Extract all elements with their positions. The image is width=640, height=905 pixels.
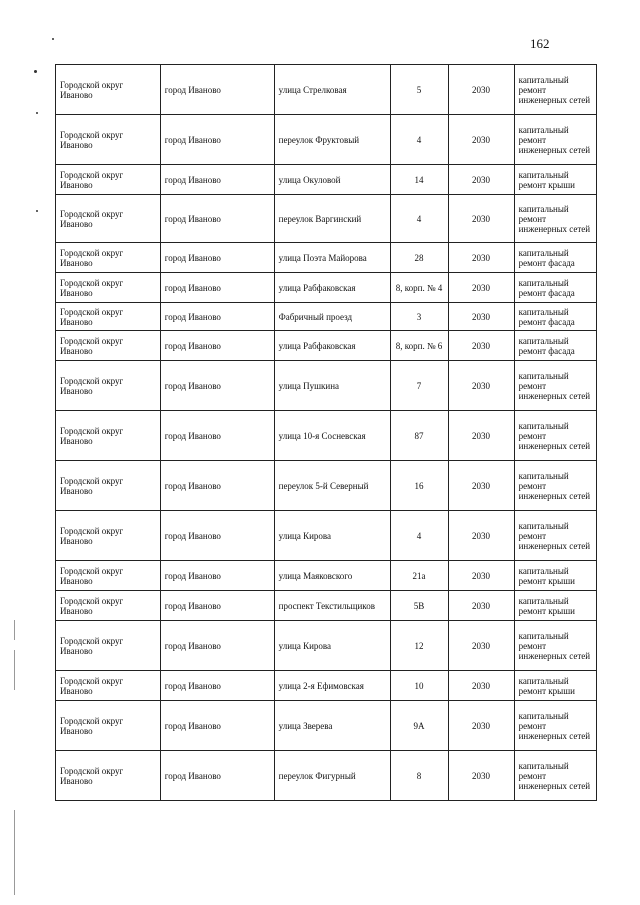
settlement-cell: город Иваново: [160, 561, 274, 591]
house-number-cell: 10: [390, 671, 448, 701]
work-type-cell: капитальный ремонт фасада: [514, 331, 596, 361]
table-row: [56, 621, 597, 671]
table-row: [56, 461, 597, 511]
work-type-cell: капитальный ремонт крыши: [514, 591, 596, 621]
year-cell: 2030: [448, 165, 514, 195]
house-number-cell: 7: [390, 361, 448, 411]
year-cell: 2030: [448, 561, 514, 591]
house-number-cell: 16: [390, 461, 448, 511]
work-type-cell: капитальный ремонт фасада: [514, 303, 596, 331]
scan-edge-line: [14, 620, 15, 640]
district-cell: Городской округ Иваново: [56, 361, 161, 411]
work-type-cell: капитальный ремонт крыши: [514, 671, 596, 701]
year-cell: 2030: [448, 115, 514, 165]
year-cell: 2030: [448, 511, 514, 561]
settlement-cell: город Иваново: [160, 195, 274, 243]
street-cell: улица Поэта Майорова: [274, 243, 390, 273]
district-cell: Городской округ Иваново: [56, 591, 161, 621]
year-cell: 2030: [448, 751, 514, 801]
district-cell: Городской округ Иваново: [56, 671, 161, 701]
house-number-cell: 21а: [390, 561, 448, 591]
street-cell: переулок Фруктовый: [274, 115, 390, 165]
work-type-cell: капитальный ремонт инженерных сетей: [514, 621, 596, 671]
work-type-cell: капитальный ремонт инженерных сетей: [514, 115, 596, 165]
district-cell: Городской округ Иваново: [56, 331, 161, 361]
settlement-cell: город Иваново: [160, 273, 274, 303]
house-number-cell: 4: [390, 115, 448, 165]
district-cell: Городской округ Иваново: [56, 303, 161, 331]
year-cell: 2030: [448, 243, 514, 273]
district-cell: Городской округ Иваново: [56, 65, 161, 115]
scan-edge-line: [14, 650, 15, 690]
district-cell: Городской округ Иваново: [56, 701, 161, 751]
table-row: [56, 751, 597, 801]
district-cell: Городской округ Иваново: [56, 411, 161, 461]
work-type-cell: капитальный ремонт инженерных сетей: [514, 195, 596, 243]
house-number-cell: 12: [390, 621, 448, 671]
work-type-cell: капитальный ремонт инженерных сетей: [514, 511, 596, 561]
table-row: [56, 331, 597, 361]
scan-edge-line: [14, 810, 15, 895]
table-row: [56, 303, 597, 331]
house-number-cell: 5В: [390, 591, 448, 621]
street-cell: Фабричный проезд: [274, 303, 390, 331]
district-cell: Городской округ Иваново: [56, 511, 161, 561]
house-number-cell: 9А: [390, 701, 448, 751]
street-cell: переулок 5-й Северный: [274, 461, 390, 511]
work-type-cell: капитальный ремонт крыши: [514, 165, 596, 195]
table-row: [56, 165, 597, 195]
house-number-cell: 87: [390, 411, 448, 461]
street-cell: переулок Варгинский: [274, 195, 390, 243]
street-cell: улица 2-я Ефимовская: [274, 671, 390, 701]
settlement-cell: город Иваново: [160, 331, 274, 361]
table-row: [56, 273, 597, 303]
table-row: [56, 591, 597, 621]
work-type-cell: капитальный ремонт крыши: [514, 561, 596, 591]
house-number-cell: 4: [390, 195, 448, 243]
district-cell: Городской округ Иваново: [56, 561, 161, 591]
year-cell: 2030: [448, 621, 514, 671]
district-cell: Городской округ Иваново: [56, 621, 161, 671]
settlement-cell: город Иваново: [160, 621, 274, 671]
district-cell: Городской округ Иваново: [56, 461, 161, 511]
district-cell: Городской округ Иваново: [56, 115, 161, 165]
settlement-cell: город Иваново: [160, 411, 274, 461]
work-type-cell: капитальный ремонт инженерных сетей: [514, 751, 596, 801]
street-cell: улица Окуловой: [274, 165, 390, 195]
house-number-cell: 14: [390, 165, 448, 195]
work-type-cell: капитальный ремонт инженерных сетей: [514, 361, 596, 411]
table-row: [56, 243, 597, 273]
table-row: [56, 411, 597, 461]
year-cell: 2030: [448, 701, 514, 751]
work-type-cell: капитальный ремонт инженерных сетей: [514, 65, 596, 115]
house-number-cell: 3: [390, 303, 448, 331]
scan-speck: [36, 112, 38, 114]
settlement-cell: город Иваново: [160, 243, 274, 273]
table-row: [56, 65, 597, 115]
scan-speck: [36, 210, 38, 212]
street-cell: улица Маяковского: [274, 561, 390, 591]
street-cell: переулок Фигурный: [274, 751, 390, 801]
street-cell: улица Рабфаковская: [274, 331, 390, 361]
district-cell: Городской округ Иваново: [56, 243, 161, 273]
street-cell: улица Кирова: [274, 511, 390, 561]
district-cell: Городской округ Иваново: [56, 195, 161, 243]
settlement-cell: город Иваново: [160, 591, 274, 621]
work-type-cell: капитальный ремонт фасада: [514, 273, 596, 303]
table-row: [56, 115, 597, 165]
street-cell: улица Рабфаковская: [274, 273, 390, 303]
settlement-cell: город Иваново: [160, 303, 274, 331]
house-number-cell: 4: [390, 511, 448, 561]
district-cell: Городской округ Иваново: [56, 165, 161, 195]
year-cell: 2030: [448, 361, 514, 411]
scan-speck: [34, 70, 37, 73]
work-type-cell: капитальный ремонт инженерных сетей: [514, 701, 596, 751]
settlement-cell: город Иваново: [160, 751, 274, 801]
settlement-cell: город Иваново: [160, 511, 274, 561]
settlement-cell: город Иваново: [160, 701, 274, 751]
table-row: [56, 195, 597, 243]
settlement-cell: город Иваново: [160, 671, 274, 701]
table-row: [56, 671, 597, 701]
housing-repair-table: [55, 64, 597, 801]
street-cell: проспект Текстильщиков: [274, 591, 390, 621]
settlement-cell: город Иваново: [160, 461, 274, 511]
table-row: [56, 701, 597, 751]
settlement-cell: город Иваново: [160, 115, 274, 165]
district-cell: Городской округ Иваново: [56, 751, 161, 801]
house-number-cell: 8, корп. № 6: [390, 331, 448, 361]
year-cell: 2030: [448, 273, 514, 303]
street-cell: улица Зверева: [274, 701, 390, 751]
street-cell: улица 10-я Сосневская: [274, 411, 390, 461]
street-cell: улица Стрелковая: [274, 65, 390, 115]
house-number-cell: 8, корп. № 4: [390, 273, 448, 303]
house-number-cell: 5: [390, 65, 448, 115]
table-row: [56, 511, 597, 561]
work-type-cell: капитальный ремонт инженерных сетей: [514, 411, 596, 461]
street-cell: улица Кирова: [274, 621, 390, 671]
year-cell: 2030: [448, 331, 514, 361]
year-cell: 2030: [448, 591, 514, 621]
table-body: [56, 65, 597, 801]
settlement-cell: город Иваново: [160, 165, 274, 195]
year-cell: 2030: [448, 303, 514, 331]
street-cell: улица Пушкина: [274, 361, 390, 411]
work-type-cell: капитальный ремонт фасада: [514, 243, 596, 273]
page-number: 162: [530, 36, 550, 51]
year-cell: 2030: [448, 411, 514, 461]
settlement-cell: город Иваново: [160, 361, 274, 411]
year-cell: 2030: [448, 461, 514, 511]
table-row: [56, 561, 597, 591]
district-cell: Городской округ Иваново: [56, 273, 161, 303]
table-row: [56, 361, 597, 411]
house-number-cell: 8: [390, 751, 448, 801]
year-cell: 2030: [448, 195, 514, 243]
house-number-cell: 28: [390, 243, 448, 273]
scan-speck: [52, 38, 54, 40]
year-cell: 2030: [448, 671, 514, 701]
year-cell: 2030: [448, 65, 514, 115]
settlement-cell: город Иваново: [160, 65, 274, 115]
work-type-cell: капитальный ремонт инженерных сетей: [514, 461, 596, 511]
